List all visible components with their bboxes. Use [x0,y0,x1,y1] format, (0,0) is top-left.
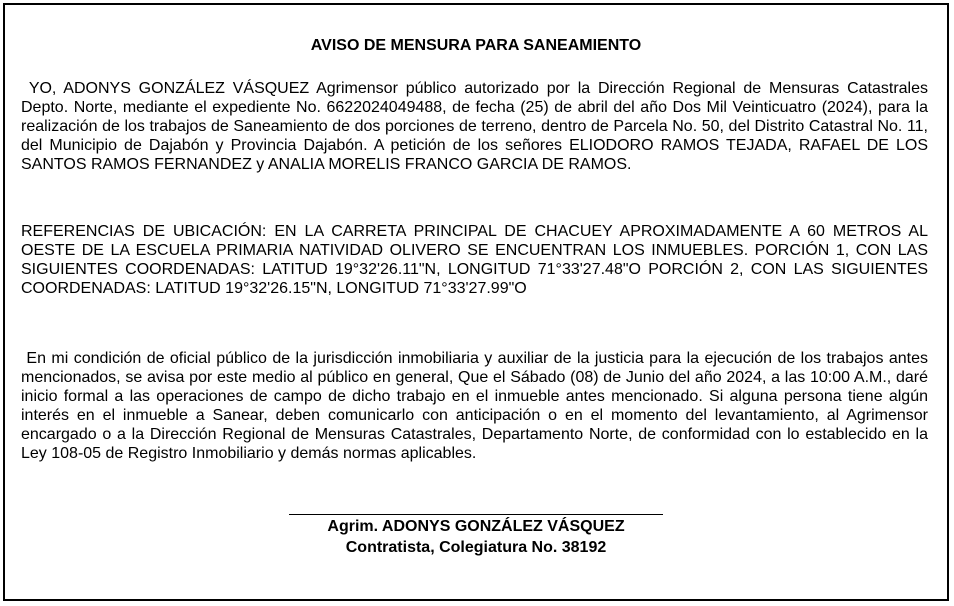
notice-frame [3,3,949,601]
announcement-paragraph: En mi condición de oficial público de la jurisdicción inmobiliaria y auxiliar de la justicia para la ejecución de los trabajos antes mencionados, se avisa por este medio al público en general, Que el Sábado (08) de Junio del año 2024, a las 10:00 A.M., daré inicio formal a las operaciones de campo de dicho trabajo en el inmueble antes mencionado. Si alguna persona tiene algún interés en el inmueble a Sanear, deben comunicarlo con anticipación o en el momento del levantamiento, al Agrimensor encargado o a la Dirección Regional de Mensuras Catastrales, Departamento Norte, de conformidad con lo establecido en la Ley 108-05 de Registro Inmobiliario y demás normas aplicables. [21,350,933,462]
signature-role: Contratista, Colegiatura No. 38192 [345,539,607,556]
signature-line [289,514,663,515]
signature-name: Agrim. ADONYS GONZÁLEZ VÁSQUEZ [327,518,625,535]
intro-paragraph: YO, ADONYS GONZÁLEZ VÁSQUEZ Agrimensor público autorizado por la Dirección Regional de Mensuras Catastrales Depto. Norte, mediante el expediente No. 6622024049488, de fecha (25) de abril del año Dos Mil Veinticuatro (2024), para la realización de los trabajos de Saneamiento de dos porciones de terreno, dentro de Parcela No. 50, del Distrito Catastral No. 11, del Municipio de Dajabón y Provincia Dajabón. A petición de los señores ELIODORO RAMOS TEJADA, RAFAEL DE LOS SANTOS RAMOS FERNANDEZ y ANALIA MORELIS FRANCO GARCIA DE RAMOS. [21,80,933,173]
location-references-paragraph: REFERENCIAS DE UBICACIÓN: EN LA CARRETA PRINCIPAL DE CHACUEY APROXIMADAMENTE A 60 METROS AL OESTE DE LA ESCUELA PRIMARIA NATIVIDAD OLIVERO SE ENCUENTRAN LOS INMUEBLES. PORCIÓN 1, CON LAS SIGUIENTES COORDENADAS: LATITUD 19°32'26.11"N, LONGITUD 71°33'27.48"O PORCIÓN 2, CON LAS SIGUIENTES COORDENADAS: LATITUD 19°32'26.15"N, LONGITUD 71°33'27.99"O [21,223,928,297]
notice-title: AVISO DE MENSURA PARA SANEAMIENTO [310,37,642,54]
